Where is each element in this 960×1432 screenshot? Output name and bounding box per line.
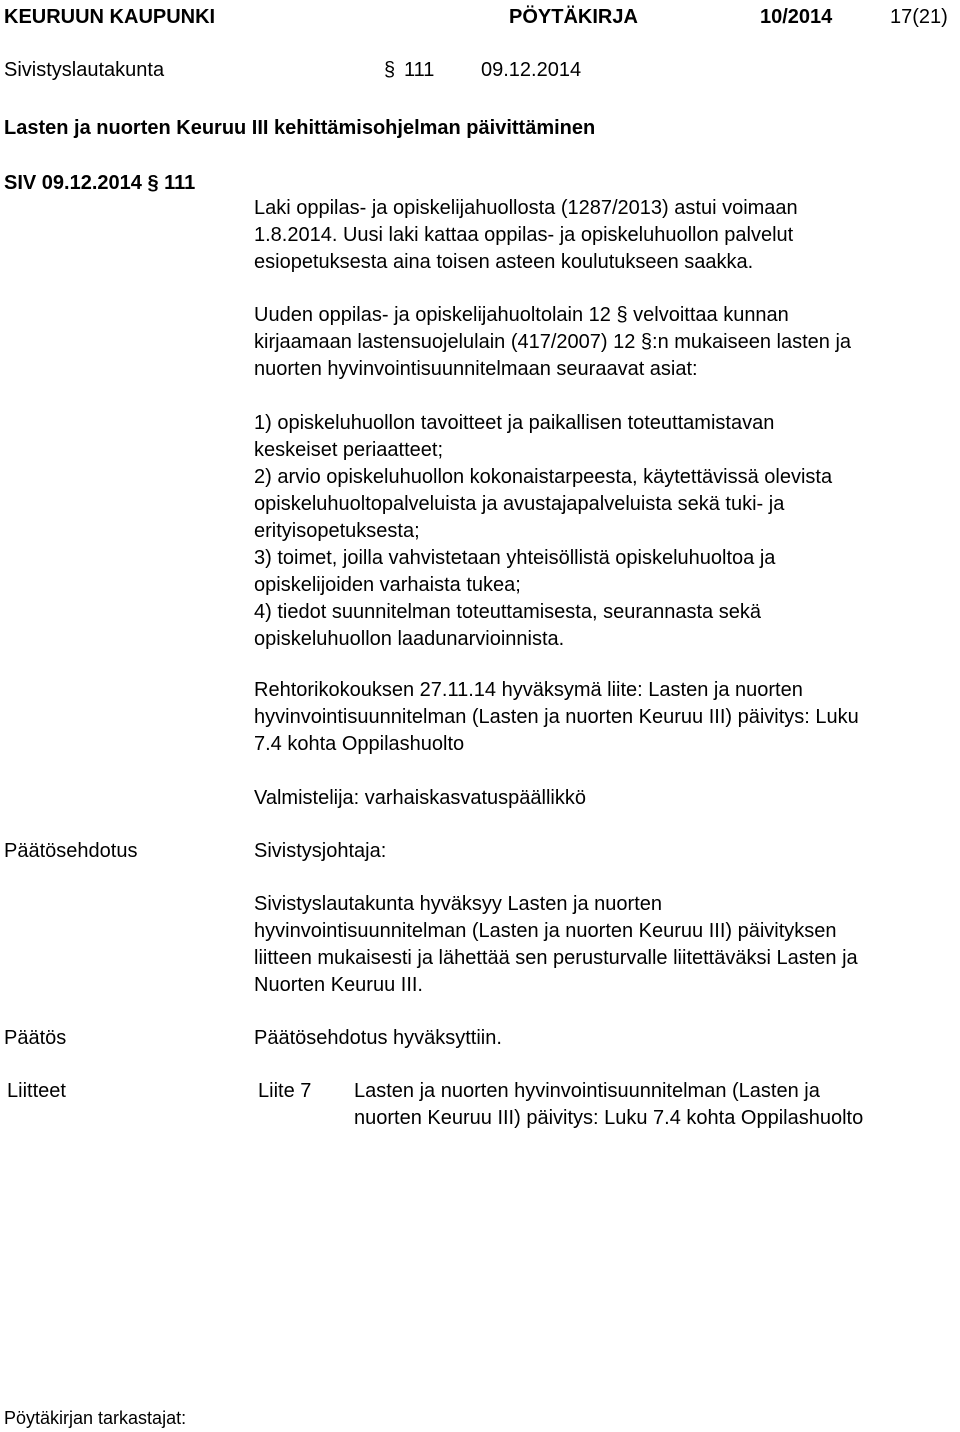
intro-paragraph (254, 195, 798, 276)
proposal-text (254, 891, 858, 999)
text-line: hyvinvointisuunnitelman (Lasten ja nuorten Keuruu III) päivityksen (254, 920, 837, 942)
page-number: 17(21) (890, 6, 948, 28)
text-line: Lasten ja nuorten hyvinvointisuunnitelman (Lasten ja (354, 1080, 820, 1102)
text-line: kirjaamaan lastensuojelulain (417/2007) 12 §:n mukaiseen lasten ja (254, 331, 852, 353)
page-title: Lasten ja nuorten Keuruu III kehittämisohjelman päivittäminen (4, 117, 596, 139)
preparer: Valmistelija: varhaiskasvatuspäällikkö (254, 787, 586, 809)
text-line: esiopetuksesta aina toisen asteen koulutukseen saakka. (254, 251, 754, 273)
proposal-speaker: Sivistysjohtaja: (254, 840, 387, 862)
requirements-list (254, 410, 832, 653)
text-line: 7.4 kohta Oppilashuolto (254, 733, 465, 755)
minutes-checkers-label: Pöytäkirjan tarkastajat: (4, 1408, 187, 1428)
list-item: opiskeluhuollon laadunarvioinnista. (254, 628, 565, 650)
decision-label: Päätös (4, 1027, 67, 1049)
section-sign-icon: § (384, 59, 396, 81)
list-item: erityisopetuksesta; (254, 520, 420, 542)
text-line: 1.8.2014. Uusi laki kattaa oppilas- ja opiskeluhuollon palvelut (254, 224, 794, 246)
committee-name: Sivistyslautakunta (4, 59, 165, 81)
list-item: 1) opiskeluhuollon tavoitteet ja paikallisen toteuttamistavan (254, 412, 775, 434)
doc-number: 10/2014 (760, 6, 833, 28)
meeting-reference: SIV 09.12.2014 § 111 (4, 172, 196, 194)
meeting-date: 09.12.2014 (481, 59, 582, 81)
list-item: 4) tiedot suunnitelman toteuttamisesta, seurannasta sekä (254, 601, 761, 623)
law-paragraph (254, 302, 851, 383)
list-item: keskeiset periaatteet; (254, 439, 443, 461)
attachments-label: Liitteet (7, 1080, 66, 1102)
list-item: opiskeluhuoltopalveluista ja avustajapalveluista sekä tuki- ja (254, 493, 785, 515)
text-line: Uuden oppilas- ja opiskelijahuoltolain 12 § velvoittaa kunnan (254, 304, 789, 326)
text-line: Sivistyslautakunta hyväksyy Lasten ja nuorten (254, 893, 662, 915)
approval-paragraph (254, 677, 859, 758)
doc-type: PÖYTÄKIRJA (509, 6, 638, 28)
text-line: nuorten hyvinvointisuunnitelmaan seuraavat asiat: (254, 358, 698, 380)
list-item: opiskelijoiden varhaista tukea; (254, 574, 521, 596)
proposal-label: Päätösehdotus (4, 840, 138, 862)
text-line: hyvinvointisuunnitelman (Lasten ja nuorten Keuruu III) päivitys: Luku (254, 706, 859, 728)
text-line: Laki oppilas- ja opiskelijahuollosta (1287/2013) astui voimaan (254, 197, 798, 219)
paragraph-number: 111 (404, 59, 435, 81)
text-line: liitteen mukaisesti ja lähettää sen perusturvalle liitettäväksi Lasten ja (254, 947, 858, 969)
attachment-description (354, 1078, 863, 1132)
decision-text: Päätösehdotus hyväksyttiin. (254, 1027, 502, 1049)
text-line: nuorten Keuruu III) päivitys: Luku 7.4 kohta Oppilashuolto (354, 1107, 864, 1129)
list-item: 3) toimet, joilla vahvistetaan yhteisöllistä opiskeluhuoltoa ja (254, 547, 776, 569)
text-line: Nuorten Keuruu III. (254, 974, 423, 996)
attachment-id: Liite 7 (258, 1080, 312, 1102)
org-name: KEURUUN KAUPUNKI (4, 6, 216, 28)
list-item: 2) arvio opiskeluhuollon kokonaistarpeesta, käytettävissä olevista (254, 466, 833, 488)
text-line: Rehtorikokouksen 27.11.14 hyväksymä liite: Lasten ja nuorten (254, 679, 803, 701)
